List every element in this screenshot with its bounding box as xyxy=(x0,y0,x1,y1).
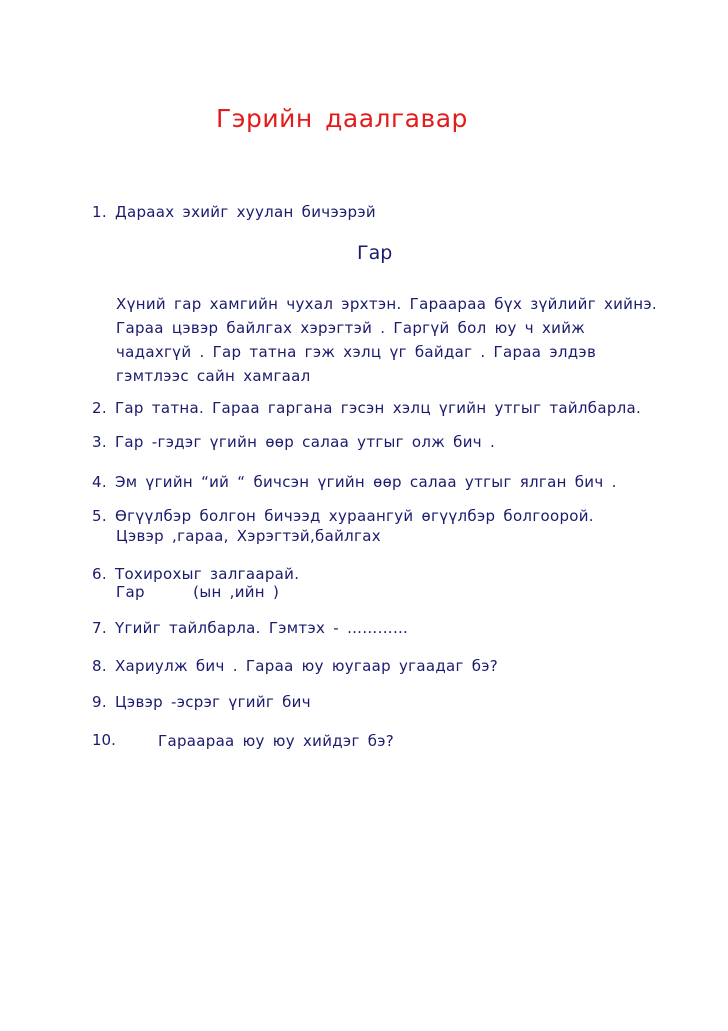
question-7: 7. Үгийг тайлбарла. Гэмтэх - ………… xyxy=(92,619,409,637)
passage-line-3: чадахгүй . Гар татна гэж хэлц үг байдаг . Гараа элдэв xyxy=(116,343,597,361)
question-10-number: 10. xyxy=(92,731,116,749)
question-10-text: Гараараа юу юу хийдэг бэ? xyxy=(158,732,395,750)
passage-line-2: Гараа цэвэр байлгах хэрэгтэй . Гаргүй бол юу ч хийж xyxy=(116,319,586,337)
question-9: 9. Цэвэр -эсрэг үгийг бич xyxy=(92,693,311,711)
question-4: 4. Эм үгийн “ий “ бичсэн үгийн өөр салаа утгыг ялган бич . xyxy=(92,473,617,491)
question-6-line-1: 6. Тохирохыг залгаарай. xyxy=(92,565,300,583)
question-5-line-2: Цэвэр ,гараа, Хэрэгтэй,байлгах xyxy=(116,527,381,545)
passage-title: Гар xyxy=(357,242,393,264)
question-1: 1. Дараах эхийг хуулан бичээрэй xyxy=(92,203,376,221)
question-2: 2. Гар татна. Гараа гаргана гэсэн хэлц үгийн утгыг тайлбарла. xyxy=(92,399,642,417)
page-title: Гэрийн даалгавар xyxy=(216,104,468,133)
question-8: 8. Хариулж бич . Гараа юу юугаар угаадаг бэ? xyxy=(92,657,499,675)
question-5-line-1: 5. Өгүүлбэр болгон бичээд хураангуй өгүүлбэр болгоорой. xyxy=(92,507,594,525)
question-3: 3. Гар -гэдэг үгийн өөр салаа утгыг олж бич . xyxy=(92,433,496,451)
question-6-line-2: Гар (ын ,ийн ) xyxy=(116,583,280,601)
passage-line-1: Хүний гар хамгийн чухал эрхтэн. Гараараа бүх зүйлийг хийнэ. xyxy=(116,295,657,313)
passage-line-4: гэмтлээс сайн хамгаал xyxy=(116,367,311,385)
